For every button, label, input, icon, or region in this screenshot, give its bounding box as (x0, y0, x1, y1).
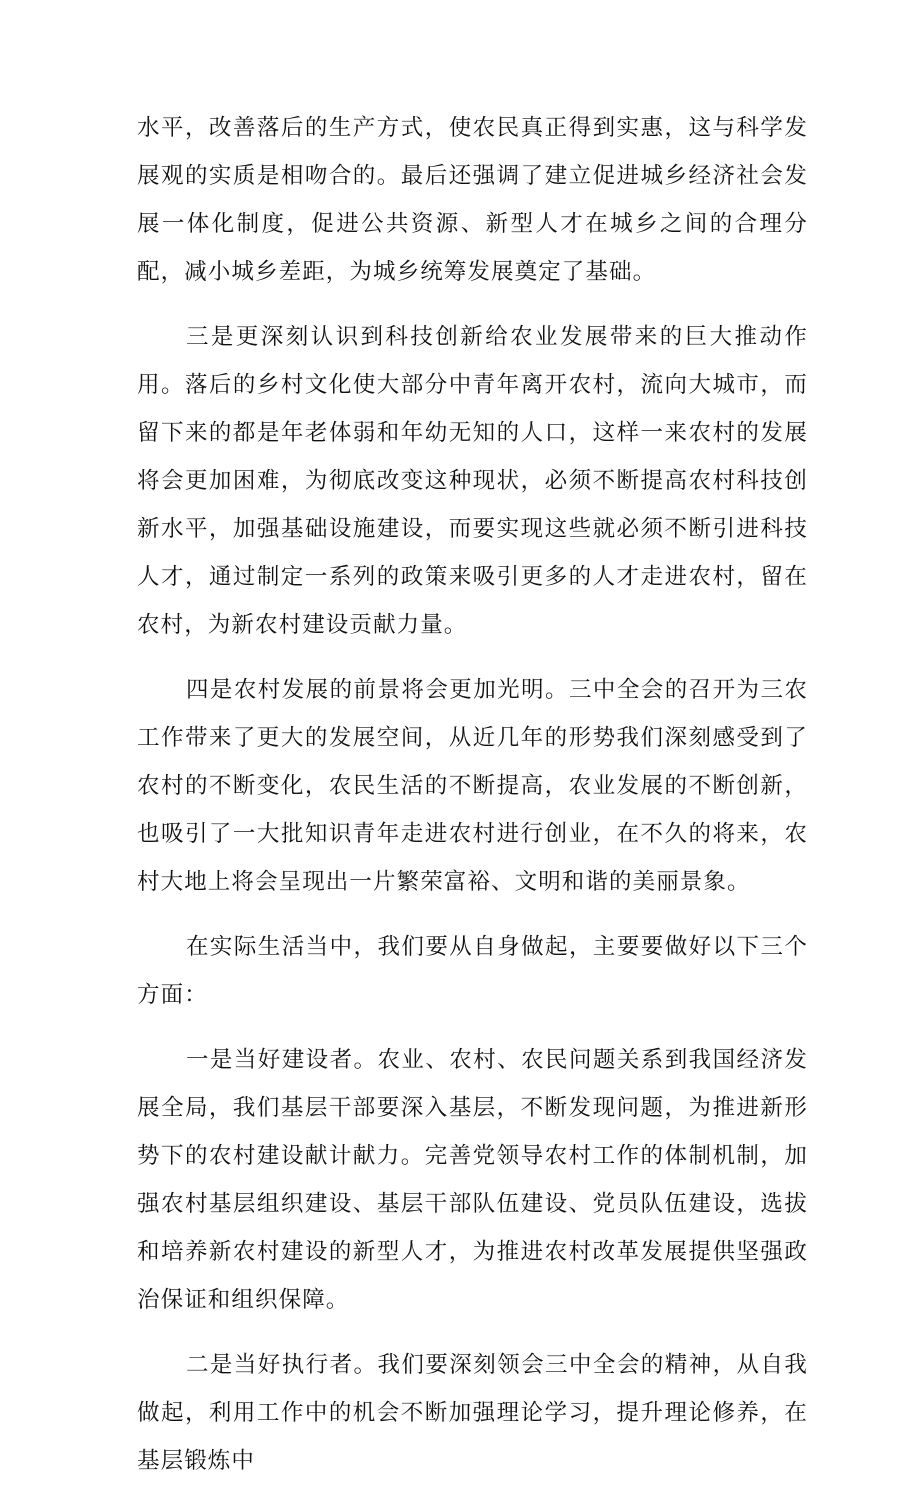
paragraph-gap (137, 296, 808, 313)
paragraph-2: 三是更深刻认识到科技创新给农业发展带来的巨大推动作用。落后的乡村文化使大部分中青年离开农村，流向大城市，而留下来的都是年老体弱和年幼无知的人口，这样一来农村的发展将会更加困难，为彻底改变这种现状，必须不断提高农村科技创新水平，加强基础设施建设，而要实现这些就必须不断引进科技人才，通过制定一系列的政策来吸引更多的人才走进农村，留在农村，为新农村建设贡献力量。 (137, 324, 808, 638)
paragraph-4: 在实际生活当中，我们要从自身做起，主要要做好以下三个方面： (137, 934, 808, 1008)
paragraph-5: 一是当好建设者。农业、农村、农民问题关系到我国经济发展全局，我们基层干部要深入基层，不断发现问题，为推进新形势下的农村建设献计献力。完善党领导农村工作的体制机制，加强农村基层组织建设、基层干部队伍建设、党员队伍建设，选拔和培养新农村建设的新型人才，为推进农村改革发展提供坚强政治保证和组织保障。 (137, 1047, 808, 1313)
paragraph-3: 四是农村发展的前景将会更加光明。三中全会的召开为三农工作带来了更大的发展空间，从近几年的形势我们深刻感受到了农村的不断变化，农民生活的不断提高，农业发展的不断创新，也吸引了一大批知识青年走进农村进行创业，在不久的将来，农村大地上将会呈现出一片繁荣富裕、文明和谐的美丽景象。 (137, 677, 808, 895)
paragraph-gap (137, 1019, 808, 1036)
paragraph-gap (137, 649, 808, 666)
paragraph-1: 水平，改善落后的生产方式，使农民真正得到实惠，这与科学发展观的实质是相吻合的。最后还强调了建立促进城乡经济社会发展一体化制度，促进公共资源、新型人才在城乡之间的合理分配，减小城乡差距，为城乡统筹发展奠定了基础。 (137, 115, 808, 285)
paragraph-gap (137, 906, 808, 923)
paragraph-gap (137, 1324, 808, 1341)
paragraph-6: 二是当好执行者。我们要深刻领会三中全会的精神，从自我做起，利用工作中的机会不断加强理论学习，提升理论修养，在基层锻炼中 (137, 1352, 808, 1474)
